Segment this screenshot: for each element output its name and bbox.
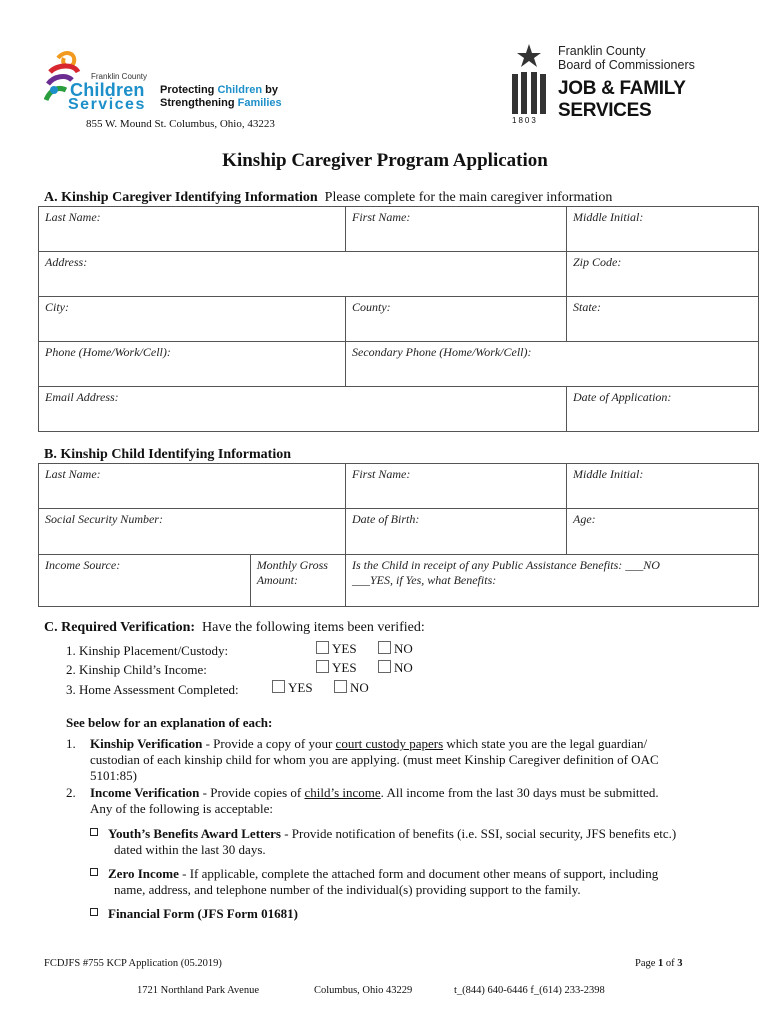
- logo-services-text: Services: [68, 96, 146, 113]
- caregiver-state-field[interactable]: State:: [567, 297, 759, 342]
- verify-placement-no[interactable]: NO: [378, 641, 413, 657]
- caregiver-first-name-field[interactable]: First Name:: [346, 207, 567, 252]
- form-id: FCDJFS #755 KCP Application (05.2019): [44, 958, 222, 969]
- explanation-1-num: 1.: [66, 736, 76, 751]
- verify-placement-label: 1. Kinship Placement/Custody:: [66, 643, 229, 658]
- verify-home-no[interactable]: NO: [334, 680, 369, 696]
- logo-tagline-2: Strengthening Families: [160, 97, 282, 109]
- section-a-table: [38, 206, 759, 432]
- square-bullet-icon: [90, 828, 98, 836]
- caregiver-email-field[interactable]: Email Address:: [39, 387, 567, 432]
- explanation-1: Kinship Verification - Provide a copy of your court custody papers which state you are the legal guardian/ custodian of each kinship child for whom you are applying. (must meet Kinship Caregiver definition of OAC 5101:85): [90, 736, 659, 783]
- footer-phones: t_(844) 640-6446 f_(614) 233-2398: [454, 985, 605, 996]
- child-first-name-field[interactable]: First Name:: [346, 464, 567, 509]
- page-number: Page 1 of 3: [635, 958, 683, 969]
- checkbox-icon[interactable]: [378, 641, 391, 654]
- square-bullet-icon: [90, 868, 98, 876]
- explanation-2: Income Verification - Provide copies of child’s income. All income from the last 30 days must be submitted. Any of the following is acceptable:: [90, 785, 659, 816]
- caregiver-zip-field[interactable]: Zip Code:: [567, 252, 759, 297]
- logo-tagline-1: Protecting Children by: [160, 84, 278, 96]
- bullet-financial-form: Financial Form (JFS Form 01681): [90, 906, 298, 922]
- child-ssn-field[interactable]: Social Security Number:: [39, 509, 346, 555]
- checkbox-icon[interactable]: [334, 680, 347, 693]
- section-b-heading: B. Kinship Child Identifying Information: [44, 447, 292, 462]
- caregiver-city-field[interactable]: City:: [39, 297, 346, 342]
- section-c-heading: C. Required Verification: Have the following items been verified:: [44, 620, 425, 635]
- verify-income-no[interactable]: NO: [378, 660, 413, 676]
- caregiver-county-field[interactable]: County:: [346, 297, 567, 342]
- section-b-table: [38, 463, 759, 607]
- explanation-2-num: 2.: [66, 785, 76, 800]
- caregiver-secondary-phone-field[interactable]: Secondary Phone (Home/Work/Cell):: [346, 342, 759, 387]
- explanation-heading: See below for an explanation of each:: [66, 715, 273, 730]
- checkbox-icon[interactable]: [272, 680, 285, 693]
- verify-home-yes[interactable]: YES: [272, 680, 313, 696]
- section-a-heading: A. Kinship Caregiver Identifying Information Please complete for the main caregiver information: [44, 190, 613, 205]
- child-income-source-field[interactable]: Income Source:: [39, 555, 251, 607]
- caregiver-last-name-field[interactable]: Last Name:: [39, 207, 346, 252]
- application-date-field[interactable]: Date of Application:: [567, 387, 759, 432]
- bullet-zero-income: Zero Income - If applicable, complete the attached form and document other means of support, including name, address, and telephone number of the individual(s) providing support to the family.: [90, 866, 740, 898]
- child-middle-initial-field[interactable]: Middle Initial:: [567, 464, 759, 509]
- caregiver-address-field[interactable]: Address:: [39, 252, 567, 297]
- child-dob-field[interactable]: Date of Birth:: [346, 509, 567, 555]
- square-bullet-icon: [90, 908, 98, 916]
- verify-income-label: 2. Kinship Child’s Income:: [66, 662, 207, 677]
- child-monthly-gross-field[interactable]: Monthly Gross Amount:: [250, 555, 345, 607]
- caregiver-phone-field[interactable]: Phone (Home/Work/Cell):: [39, 342, 346, 387]
- caregiver-middle-initial-field[interactable]: Middle Initial:: [567, 207, 759, 252]
- footer-city: Columbus, Ohio 43229: [314, 985, 413, 996]
- jfs-year: 1803: [512, 116, 538, 125]
- footer-street: 1721 Northland Park Avenue: [137, 985, 259, 996]
- bullet-benefits-letters: Youth’s Benefits Award Letters - Provide notification of benefits (i.e. SSI, social security, JFS benefits etc.) dated within the last 30 days.: [90, 826, 740, 858]
- verify-home-label: 3. Home Assessment Completed:: [66, 682, 239, 697]
- checkbox-icon[interactable]: [316, 660, 329, 673]
- logo-county-text: Franklin County: [91, 72, 148, 81]
- jfs-star-columns-logo: [506, 42, 552, 126]
- verify-placement-yes[interactable]: YES: [316, 641, 357, 657]
- jfs-name-text: JOB & FAMILY SERVICES: [558, 78, 686, 121]
- checkbox-icon[interactable]: [316, 641, 329, 654]
- logo-children-text: Children: [70, 80, 145, 100]
- page-title: Kinship Caregiver Program Application: [222, 150, 548, 171]
- verify-income-yes[interactable]: YES: [316, 660, 357, 676]
- agency-address: 855 W. Mound St. Columbus, Ohio, 43223: [86, 118, 275, 130]
- checkbox-icon[interactable]: [378, 660, 391, 673]
- child-age-field[interactable]: Age:: [567, 509, 759, 555]
- child-last-name-field[interactable]: Last Name:: [39, 464, 346, 509]
- child-benefits-field[interactable]: Is the Child in receipt of any Public Assistance Benefits: ___NO ___YES, if Yes, what Benefits:: [346, 555, 759, 607]
- jfs-county-text: Franklin County Board of Commissioners: [558, 44, 695, 72]
